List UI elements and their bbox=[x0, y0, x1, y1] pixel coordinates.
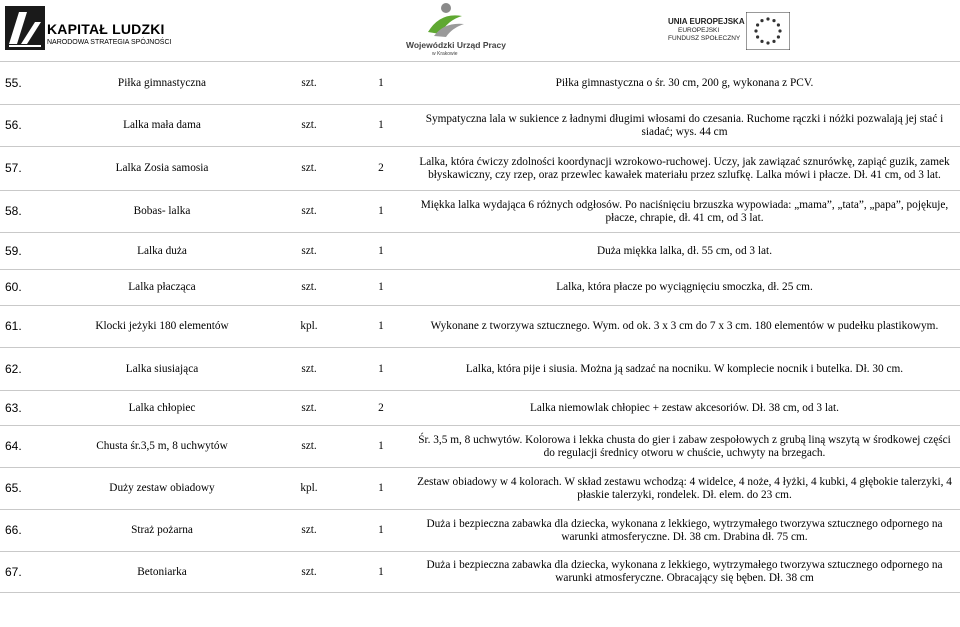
item-description: Duża miękka lalka, dł. 55 cm, od 3 lat. bbox=[413, 233, 960, 270]
row-number: 61. bbox=[0, 306, 55, 348]
item-description: Lalka, która płacze po wyciągnięciu smoczka, dł. 25 cm. bbox=[413, 270, 960, 306]
row-number: 59. bbox=[0, 233, 55, 270]
table-row bbox=[0, 270, 960, 306]
item-name: Klocki jeżyki 180 elementów bbox=[55, 306, 269, 348]
item-unit: szt. bbox=[269, 348, 349, 391]
wup-name: Wojewódzki Urząd Pracy bbox=[406, 40, 506, 50]
table-row bbox=[0, 105, 960, 147]
page-header bbox=[0, 0, 960, 60]
item-unit: szt. bbox=[269, 233, 349, 270]
item-name: Lalka Zosia samosia bbox=[55, 147, 269, 191]
item-unit: szt. bbox=[269, 147, 349, 191]
item-quantity: 1 bbox=[349, 510, 413, 552]
item-quantity: 1 bbox=[349, 270, 413, 306]
item-quantity: 1 bbox=[349, 468, 413, 510]
row-number: 58. bbox=[0, 191, 55, 233]
row-number: 55. bbox=[0, 62, 55, 105]
item-unit: szt. bbox=[269, 426, 349, 468]
table-row bbox=[0, 348, 960, 391]
table-row bbox=[0, 426, 960, 468]
kapital-ludzki-title: KAPITAŁ LUDZKI bbox=[47, 21, 165, 37]
item-description: Zestaw obiadowy w 4 kolorach. W skład zestawu wchodzą: 4 widelce, 4 noże, 4 łyżki, 4 kubki, 4 głębokie talerzyki, 4 płaskie talerzyki, rondelek. Dł. elem. do 23 cm. bbox=[413, 468, 960, 510]
row-number: 60. bbox=[0, 270, 55, 306]
item-quantity: 2 bbox=[349, 147, 413, 191]
item-name: Bobas- lalka bbox=[55, 191, 269, 233]
item-description: Śr. 3,5 m, 8 uchwytów. Kolorowa i lekka chusta do gier i zabaw zespołowych z grubą liną wszytą w środkowej części do regulacji średnicy otworu w chuście, uchwyty na brzegach. bbox=[413, 426, 960, 468]
eu-flag-icon bbox=[746, 12, 790, 50]
eu-line3: FUNDUSZ SPOŁECZNY bbox=[668, 35, 741, 42]
table-row bbox=[0, 233, 960, 270]
item-name: Betoniarka bbox=[55, 552, 269, 593]
wup-city: w Krakowie bbox=[432, 51, 458, 57]
item-name: Straż pożarna bbox=[55, 510, 269, 552]
item-quantity: 1 bbox=[349, 105, 413, 147]
table-row bbox=[0, 306, 960, 348]
item-name: Lalka duża bbox=[55, 233, 269, 270]
item-unit: szt. bbox=[269, 105, 349, 147]
item-description: Duża i bezpieczna zabawka dla dziecka, wykonana z lekkiego, wytrzymałego tworzywa sztucznego odpornego na warunki atmosferyczne. Obracający się bęben. Dł. 38 cm bbox=[413, 552, 960, 593]
item-name: Chusta śr.3,5 m, 8 uchwytów bbox=[55, 426, 269, 468]
wup-logo bbox=[400, 2, 530, 58]
item-description: Piłka gimnastyczna o śr. 30 cm, 200 g, wykonana z PCV. bbox=[413, 62, 960, 105]
item-name: Duży zestaw obiadowy bbox=[55, 468, 269, 510]
item-unit: szt. bbox=[269, 552, 349, 593]
item-unit: szt. bbox=[269, 270, 349, 306]
wup-emblem-icon bbox=[418, 2, 470, 38]
item-description: Duża i bezpieczna zabawka dla dziecka, wykonana z lekkiego, wytrzymałego tworzywa sztucznego odpornego na warunki atmosferyczne. Dł. 38 cm. Drabina dł. 75 cm. bbox=[413, 510, 960, 552]
kapital-ludzki-logo bbox=[5, 6, 172, 54]
item-unit: kpl. bbox=[269, 306, 349, 348]
table-row bbox=[0, 510, 960, 552]
row-number: 56. bbox=[0, 105, 55, 147]
table-row bbox=[0, 468, 960, 510]
eu-logo bbox=[668, 8, 790, 54]
row-number: 67. bbox=[0, 552, 55, 593]
item-quantity: 1 bbox=[349, 426, 413, 468]
eu-line1: UNIA EUROPEJSKA bbox=[668, 17, 745, 26]
item-unit: szt. bbox=[269, 391, 349, 426]
row-number: 62. bbox=[0, 348, 55, 391]
table-row bbox=[0, 391, 960, 426]
item-unit: szt. bbox=[269, 191, 349, 233]
item-name: Lalka płacząca bbox=[55, 270, 269, 306]
item-description: Lalka, która pije i siusia. Można ją sadzać na nocniku. W komplecie nocnik i butelka. Dł. 30 cm. bbox=[413, 348, 960, 391]
items-table bbox=[0, 61, 960, 593]
row-number: 57. bbox=[0, 147, 55, 191]
eu-line2: EUROPEJSKI bbox=[678, 27, 720, 34]
item-name: Lalka siusiająca bbox=[55, 348, 269, 391]
item-description: Lalka niemowlak chłopiec + zestaw akcesoriów. Dł. 38 cm, od 3 lat. bbox=[413, 391, 960, 426]
row-number: 64. bbox=[0, 426, 55, 468]
item-description: Lalka, która ćwiczy zdolności koordynacji wzrokowo-ruchowej. Uczy, jak zawiązać sznurówkę, zapiąć guzik, zamek błyskawiczny, czy rzep, oraz przewlec kawałek materiału przez szlufkę. Lalka mówi i płacze. Dł. 41 cm, od 3 lat. bbox=[413, 147, 960, 191]
row-number: 65. bbox=[0, 468, 55, 510]
item-unit: szt. bbox=[269, 62, 349, 105]
item-name: Piłka gimnastyczna bbox=[55, 62, 269, 105]
row-number: 66. bbox=[0, 510, 55, 552]
table-row bbox=[0, 552, 960, 593]
item-description: Wykonane z tworzywa sztucznego. Wym. od ok. 3 x 3 cm do 7 x 3 cm. 180 elementów w pudełku plastikowym. bbox=[413, 306, 960, 348]
item-description: Sympatyczna lala w sukience z ładnymi długimi włosami do czesania. Ruchome rączki i nóżki pozwalają jej stać i siadać; wys. 44 cm bbox=[413, 105, 960, 147]
item-quantity: 1 bbox=[349, 233, 413, 270]
item-unit: kpl. bbox=[269, 468, 349, 510]
item-quantity: 1 bbox=[349, 62, 413, 105]
item-name: Lalka mała dama bbox=[55, 105, 269, 147]
item-quantity: 1 bbox=[349, 191, 413, 233]
item-quantity: 1 bbox=[349, 348, 413, 391]
table-row bbox=[0, 62, 960, 105]
row-number: 63. bbox=[0, 391, 55, 426]
table-row bbox=[0, 191, 960, 233]
item-quantity: 1 bbox=[349, 306, 413, 348]
table-row bbox=[0, 147, 960, 191]
kapital-ludzki-emblem-icon bbox=[5, 6, 45, 50]
kapital-ludzki-subtitle: NARODOWA STRATEGIA SPÓJNOŚCI bbox=[47, 39, 172, 46]
item-description: Miękka lalka wydająca 6 różnych odgłosów. Po naciśnięciu brzuszka wypowiada: „mama”, „tata”, „papa”, pojękuje, płacze, chrapie, dł. 41 cm, od 3 lat. bbox=[413, 191, 960, 233]
item-quantity: 2 bbox=[349, 391, 413, 426]
item-name: Lalka chłopiec bbox=[55, 391, 269, 426]
item-unit: szt. bbox=[269, 510, 349, 552]
item-quantity: 1 bbox=[349, 552, 413, 593]
